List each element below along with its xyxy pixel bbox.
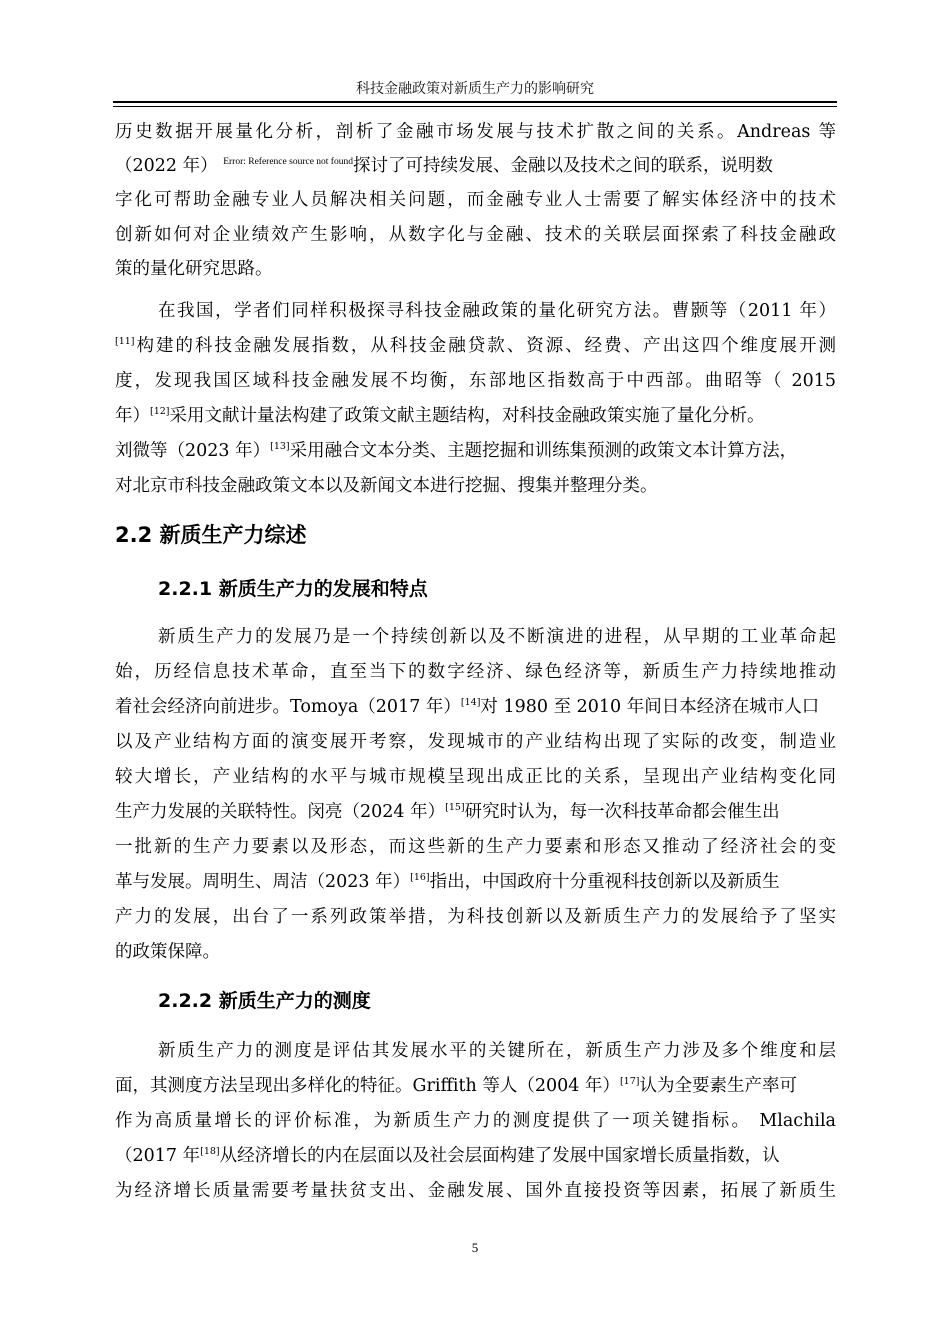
para1-line3: 字化可帮助金融专业人员解决相关问题，而金融专业人士需要了解实体经济中的技术: [115, 190, 836, 210]
citation-14: [14]: [460, 697, 481, 708]
para3-line3: [115, 696, 836, 718]
para2-line5: [115, 440, 845, 462]
para3-line10: 的政策保障。: [115, 942, 220, 962]
para3-line9: 产力的发展，出台了一系列政策举措，为科技创新以及新质生产力的发展给予了坚实: [115, 907, 836, 927]
citation-18: [18]: [200, 1146, 220, 1157]
citation-17: [17]: [619, 1076, 640, 1087]
section-heading-2-2-1: 2.2.1 新质生产力的发展和特点: [158, 578, 428, 600]
para2-line2: [115, 335, 836, 357]
para4-line1: 新质生产力的测度是评估其发展水平的关键所在，新质生产力涉及多个维度和层: [158, 1041, 836, 1061]
para3-line1: 新质生产力的发展乃是一个持续创新以及不断演进的进程，从早期的工业革命起: [158, 627, 836, 647]
citation-13: [13]: [270, 441, 290, 452]
section-heading-2-2-2: 2.2.2 新质生产力的测度: [158, 990, 371, 1012]
citation-15: [15]: [445, 802, 465, 813]
para2-line2-text: 构建的科技金融发展指数，从科技金融贷款、资源、经费、产出这四个维度展开测: [134, 336, 836, 356]
para3-line6-start: 生产力发展的关联特性。闵亮（2024 年）: [115, 802, 446, 822]
para3-line2: 始，历经信息技术革命，直至当下的数字经济、绿色经济等，新质生产力持续地推动: [115, 662, 836, 682]
para1-line1: 历史数据开展量化分析，剖析了金融市场发展与技术扩散之间的关系。Andreas 等: [115, 122, 836, 142]
para2-line3: 度，发现我国区域科技金融发展不均衡，东部地区指数高于中西部。曲昭等（ 2015: [115, 371, 836, 391]
para1-line2-start: （2022 年）: [115, 156, 218, 176]
para4-line2-start: 面，其测度方法呈现出多样化的特征。Griffith 等人（2004 年）: [115, 1076, 620, 1096]
para2-line1: 在我国，学者们同样积极探寻科技金融政策的量化研究方法。曹颢等（2011 年）: [158, 301, 836, 321]
para1-line2: [115, 155, 836, 177]
para2-line4-end: 采用文献计量法构建了政策文献主题结构，对科技金融政策实施了量化分析。: [169, 406, 765, 426]
para3-line6: [115, 801, 836, 823]
para3-line3-end: 对 1980 至 2010 年间日本经济在城市人口: [480, 697, 820, 717]
para3-line5: 较大增长，产业结构的水平与城市规模呈现出成正比的关系，呈现出产业结构变化同: [115, 767, 836, 787]
para4-line3: 作为高质量增长的评价标准，为新质生产力的测度提供了一项关键指标。 Mlachila: [115, 1111, 836, 1131]
para3-line6-end: 研究时认为，每一次科技革命都会催生出: [464, 802, 780, 822]
reference-error-note: Error: Reference source not found: [223, 157, 353, 167]
para3-line8-start: 革与发展。周明生、周洁（2023 年）: [115, 872, 411, 892]
citation-16: [16]: [410, 872, 430, 883]
section-heading-2-2: 2.2 新质生产力综述: [115, 523, 307, 547]
para4-line4-start: （2017 年: [115, 1146, 201, 1166]
para2-line6: 对北京市科技金融政策文本以及新闻文本进行挖掘、搜集并整理分类。: [115, 476, 658, 496]
para3-line4: 以及产业结构方面的演变展开考察，发现城市的产业结构出现了实际的改变，制造业: [115, 732, 836, 752]
para2-line4-start: 年）: [115, 406, 150, 426]
para3-line8: [115, 871, 836, 893]
para3-line7: 一批新的生产力要素以及形态，而这些新的生产力要素和形态又推动了经济社会的变: [115, 837, 836, 857]
para3-line3-start: 着社会经济向前进步。Tomoya（2017 年）: [115, 697, 461, 717]
header-rule-thin: [113, 106, 837, 107]
para4-line2: [115, 1075, 836, 1097]
para3-line8-end: 指出，中国政府十分重视科技创新以及新质生: [429, 872, 780, 892]
para2-line5-start: 刘微等（2023 年）: [115, 441, 271, 461]
para4-line5: 为经济增长质量需要考量扶贫支出、金融发展、国外直接投资等因素，拓展了新质生: [115, 1181, 836, 1201]
running-header: 科技金融政策对新质生产力的影响研究: [356, 81, 594, 97]
para2-line5-end: 采用融合文本分类、主题挖掘和训练集预测的政策文本计算方法，: [289, 441, 798, 461]
para1-line2-end: 探讨了可持续发展、金融以及技术之间的联系，说明数: [352, 156, 773, 176]
para1-line4: 创新如何对企业绩效产生影响，从数字化与金融、技术的关联层面探索了科技金融政: [115, 225, 836, 245]
citation-11: [11]: [115, 336, 135, 347]
header-rule-thick: [113, 101, 837, 103]
para4-line2-end: 认为全要素生产率可: [639, 1076, 797, 1096]
para4-line4-end: 从经济增长的内在层面以及社会层面构建了发展中国家增长质量指数，认: [219, 1146, 780, 1166]
para2-line4: [115, 405, 836, 427]
citation-12: [12]: [150, 406, 170, 417]
para1-line5: 策的量化研究思路。: [115, 259, 273, 279]
page-number: 5: [471, 1240, 479, 1255]
para4-line4: [115, 1145, 836, 1167]
